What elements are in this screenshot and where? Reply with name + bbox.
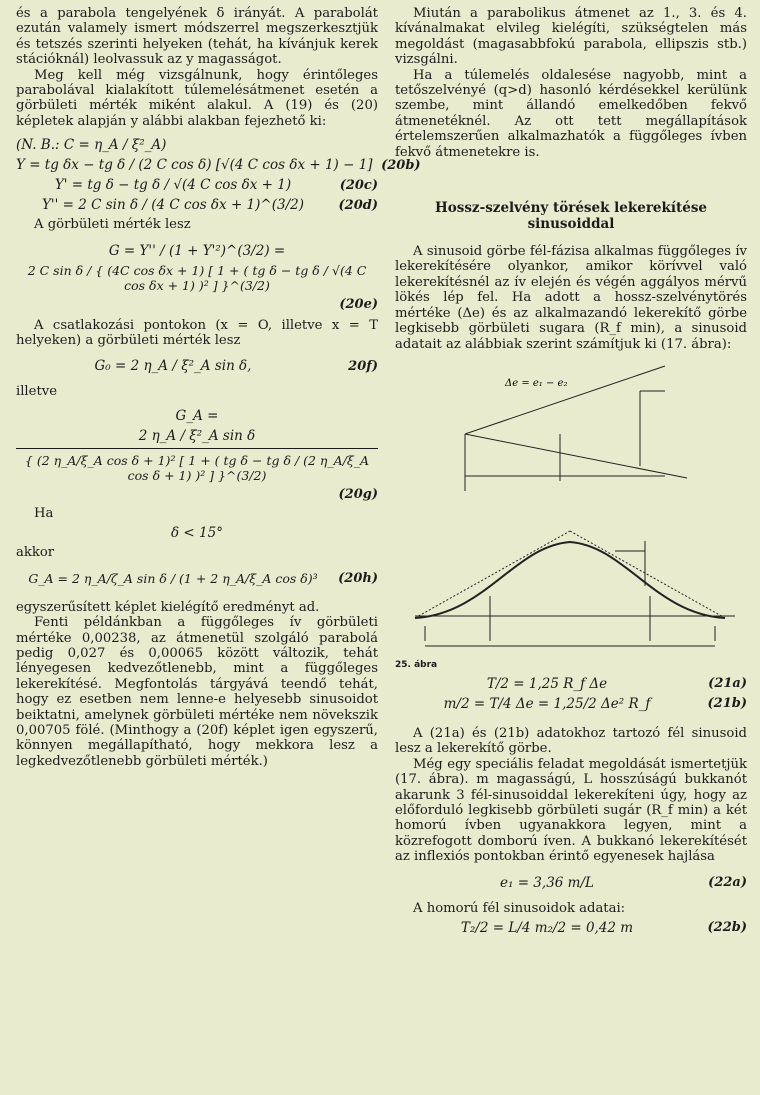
equation-20g-bottom — [16, 453, 378, 483]
equation-number: (22b) — [707, 920, 747, 936]
paragraph: Ha a túlemelés oldalesése nagyobb, mint a tetőszelvényé (q>d) hasonló kérdésekkel kerülünk szembe, mint állandó emelkedőben fekvő átmenetéknél. Az ott tett megállapítások értelemszerűen alkalmazhatók a függőleges ívben fekvő átmenetekre is. — [395, 67, 747, 160]
equation-number: (20h) — [338, 570, 378, 586]
section-title-line: Hossz-szelvény törések lekerekítése — [434, 200, 708, 217]
equation-body: G₀ = 2 η_A / ξ²_A sin δ, — [94, 358, 252, 375]
equation-20e-number-row — [16, 297, 378, 312]
equation-20d — [16, 197, 378, 213]
equation-20g-number-row — [16, 487, 378, 502]
equation-22a — [395, 875, 747, 891]
equation-21a — [395, 676, 747, 692]
equation-20b — [16, 157, 421, 174]
equation-body: G_A = 2 η_A/ζ_A sin δ / (1 + 2 η_A/ξ_A cos δ)³ — [28, 570, 318, 586]
condition — [16, 525, 378, 541]
equation-body: G = Y'' / (1 + Y'²)^(3/2) = — [108, 242, 286, 259]
paragraph: akkor — [16, 545, 55, 561]
paragraph: Meg kell még vizsgálnunk, hogy érintőleges parabolával kialakított túlemelésátmenet esetén a görbületi mérték miként alakul. A (19) és (20) képletek alapján y alábbi alakban fejezhető ki: — [16, 67, 378, 129]
equation-number: (20c) — [339, 177, 378, 193]
paragraph: Fenti példánkban a függőleges ív görbületi mértéke 0,00238, az átmenetül szolgáló parabolá pedig 0,027 és 0,00065 között változik, tehát lényegesen kedvezőtlenebb, mint a függőleges lekerekítésé. Megfontolás tárgyává teendő tehát, hogy ez esetben nem lenne-e helyesebb sinusoidot beiktatni, amelynek görbületi mértéke nem növekszik 0,00705 fölé. (Minthogy a (20f) képlet igen egyszerű, könnyen megállapítható, hogy mekkora lesz a legkedvezőtlenebb görbületi mérték.) — [16, 615, 378, 769]
sinusoid-curve — [415, 542, 725, 618]
paragraph: A homorú fél sinusoidok adatai: — [413, 900, 626, 916]
equation-body: 2 η_A / ξ²_A sin δ — [138, 427, 256, 444]
equation-GA — [16, 408, 378, 424]
equation-number: (20g) — [338, 486, 378, 502]
equation-number: (22a) — [708, 875, 747, 891]
paragraph: A (21a) és (21b) adatokhoz tartozó fél sinusoid lesz a lekerekítő görbe. — [395, 725, 747, 757]
equation-20c — [16, 177, 378, 193]
equation-number: (20b) — [381, 157, 421, 173]
equation-number: (20e) — [339, 296, 378, 312]
paragraph: A görbületi mérték lesz — [34, 217, 191, 233]
paragraph: A sinusoid görbe fél-fázisa alkalmas függőleges ív lekerekítésére olyankor, amikor körívvel való lekerekítésnél az ív elején és végén aggályos mérvű lökés lép fel. Ha adott a hossz-szelvénytörés mértéke (Δe) és az alkalmazandó lekerekítő görbe legkisebb görbületi sugara (R_f min), a sinusoid adatait az alábbiak szerint számítjuk ki (17. ábra): — [395, 244, 747, 352]
lower-line — [465, 434, 687, 478]
equation-body: m/2 = T/4 Δe = 1,25/2 Δe² R_f — [443, 695, 651, 712]
figure-drawing — [395, 356, 747, 656]
equation-G — [16, 243, 378, 259]
equation-body: Y' = tg δ − tg δ / √(4 C cos δx + 1) — [54, 177, 292, 194]
figure-label-delta: Δe = e₁ − e₂ — [505, 377, 568, 389]
equation-20f — [16, 358, 378, 374]
equation-body: e₁ = 3,36 m/L — [500, 874, 594, 891]
upper-line — [465, 366, 665, 434]
equation-body: δ < 15° — [171, 525, 223, 542]
figure-25 — [395, 356, 747, 670]
equation-20h — [16, 571, 378, 586]
fraction-line — [16, 448, 378, 449]
equation-number: (21a) — [708, 676, 747, 692]
paragraph: A csatlakozási pontokon (x = O, illetve x = T helyeken) a görbületi mérték lesz — [16, 317, 378, 349]
equation-body: G_A = — [175, 407, 219, 424]
equation-body: T/2 = 1,25 R_f Δe — [486, 675, 608, 692]
figure-caption: 25. ábra — [395, 659, 438, 670]
equation-body: Y'' = 2 C sin δ / (4 C cos δx + 1)^(3/2) — [42, 197, 304, 214]
section-title-line: sinusoiddal — [527, 216, 615, 233]
paragraph: és a parabola tengelyének δ irányát. A parabolát ezután valamely ismert módszerrel megszerkesztjük és tetszés szerinti helyeken (tehát, ha kívánjuk kerek stációknál) leolvassuk az y magasságot. — [16, 6, 378, 68]
equation-20e — [16, 263, 378, 293]
equation-body: (N. B.: C = η_A / ξ²_A) — [16, 137, 167, 154]
equation-body: { (2 η_A/ξ_A cos δ + 1)² [ 1 + ( tg δ − tg δ / (2 η_A/ξ_A cos δ + 1) )² ] }^(3/2) — [24, 452, 370, 483]
equation-number: (20d) — [338, 197, 378, 213]
equation-body: Y = tg δx − tg δ / (2 C cos δ) [√(4 C cos δx + 1) − 1] — [16, 157, 373, 174]
equation-20g-top — [16, 428, 378, 444]
equation-body: T₂/2 = L/4 m₂/2 = 0,42 m — [460, 919, 634, 936]
paragraph: Miután a parabolikus átmenet az 1., 3. és 4. kívánalmakat elvileg kielégíti, szükségtelen más megoldást (magasabbfokú parabola, ellipszis stb.) vizsgálni. — [395, 6, 747, 68]
equation-number: (21b) — [707, 696, 747, 712]
right-column — [395, 6, 747, 940]
section-title — [395, 200, 747, 232]
paragraph: egyszerűsített képlet kielégítő eredményt ad. — [16, 599, 320, 615]
equation-number: 20f) — [348, 358, 378, 374]
paragraph: illetve — [16, 384, 58, 400]
paragraph: Még egy speciális feladat megoldását ismertetjük (17. ábra). m magasságú, L hosszúságú bukkanót akarunk 3 fél-sinusoiddal lekerekíteni úgy, hogy az előforduló legkisebb görbületi sugár (R_f min) a két homorú ívben ugyanakkora legyen, mint a közrefogott domború íven. A bukkanó lekerekítését az inflexiós pontokban érintő egyenesek hajlása — [395, 756, 747, 865]
equation-body: 2 C sin δ / { (4C cos δx + 1) [ 1 + ( tg δ − tg δ / √(4 C cos δx + 1) )² ] }^(3/2) — [27, 262, 367, 293]
equation-nb — [16, 137, 378, 153]
paragraph: Ha — [34, 505, 54, 521]
equation-22b — [395, 920, 747, 936]
equation-21b — [395, 696, 747, 712]
